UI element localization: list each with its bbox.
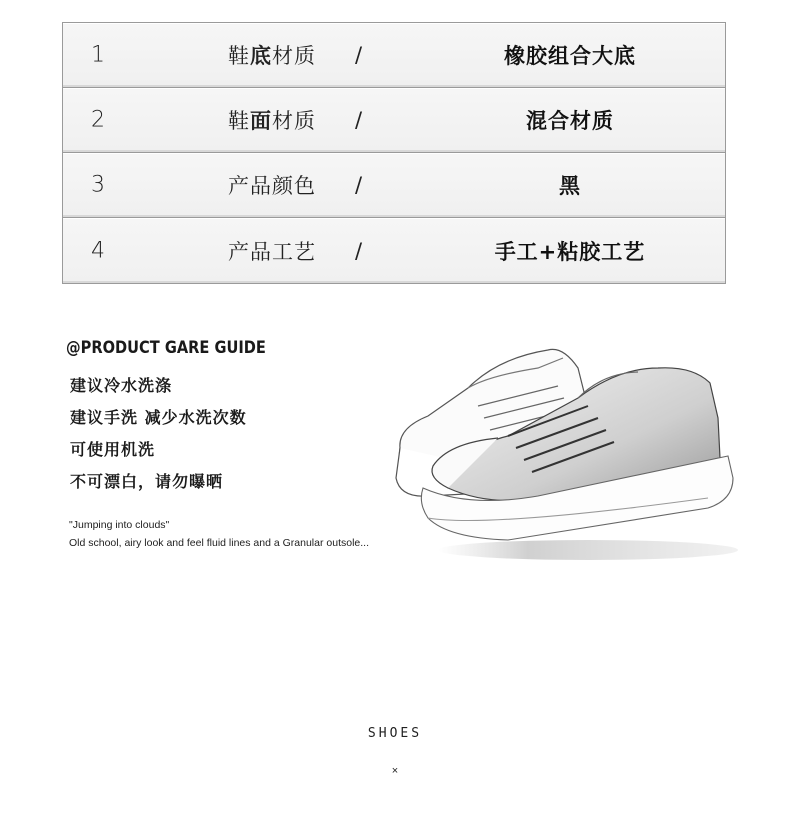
sneaker-sketch-icon [388, 328, 738, 573]
row-separator: / [355, 108, 363, 132]
label-emphasis: 底 [250, 44, 272, 68]
row-label [228, 40, 316, 70]
row-separator: / [355, 43, 363, 67]
spec-row-color [63, 153, 725, 218]
label-part: 鞋 [228, 44, 250, 68]
care-item: 可使用机洗 [70, 440, 156, 459]
row-label: 产品工艺 [228, 239, 316, 264]
quote-text: "Jumping into clouds" [69, 519, 170, 531]
footer-label: SHOES [367, 726, 423, 741]
tagline-text: Old school, airy look and feel fluid lines and a Granular outsole... [69, 537, 370, 549]
spec-row-sole [63, 23, 725, 88]
label-part: 鞋 [228, 109, 250, 133]
care-item: 不可漂白，请勿曝晒 [70, 472, 224, 491]
label-part: 材质 [272, 44, 316, 68]
row-index: 2 [91, 107, 105, 133]
row-index: 3 [91, 172, 105, 198]
row-value: 手工+粘胶工艺 [494, 239, 646, 264]
spec-row-upper [63, 88, 725, 153]
spec-table [62, 22, 726, 284]
care-item: 建议冷水洗涤 [70, 376, 173, 395]
row-separator: / [355, 238, 363, 263]
label-emphasis: 面 [250, 109, 272, 133]
label-part: 材质 [272, 109, 316, 133]
care-guide-list [70, 374, 247, 502]
row-label [228, 105, 316, 135]
row-index: 1 [91, 42, 105, 68]
row-value: 混合材质 [526, 109, 614, 133]
care-item: 建议手洗 减少水洗次数 [70, 408, 247, 427]
row-separator: / [355, 173, 363, 197]
row-value: 橡胶组合大底 [504, 44, 636, 68]
row-index: 4 [91, 238, 105, 263]
spec-row-craft [63, 218, 725, 283]
row-value: 黑 [559, 174, 581, 198]
close-mark-icon: × [391, 765, 399, 777]
row-label: 产品颜色 [228, 174, 316, 198]
care-guide-title: @PRODUCT GARE GUIDE [66, 338, 266, 358]
